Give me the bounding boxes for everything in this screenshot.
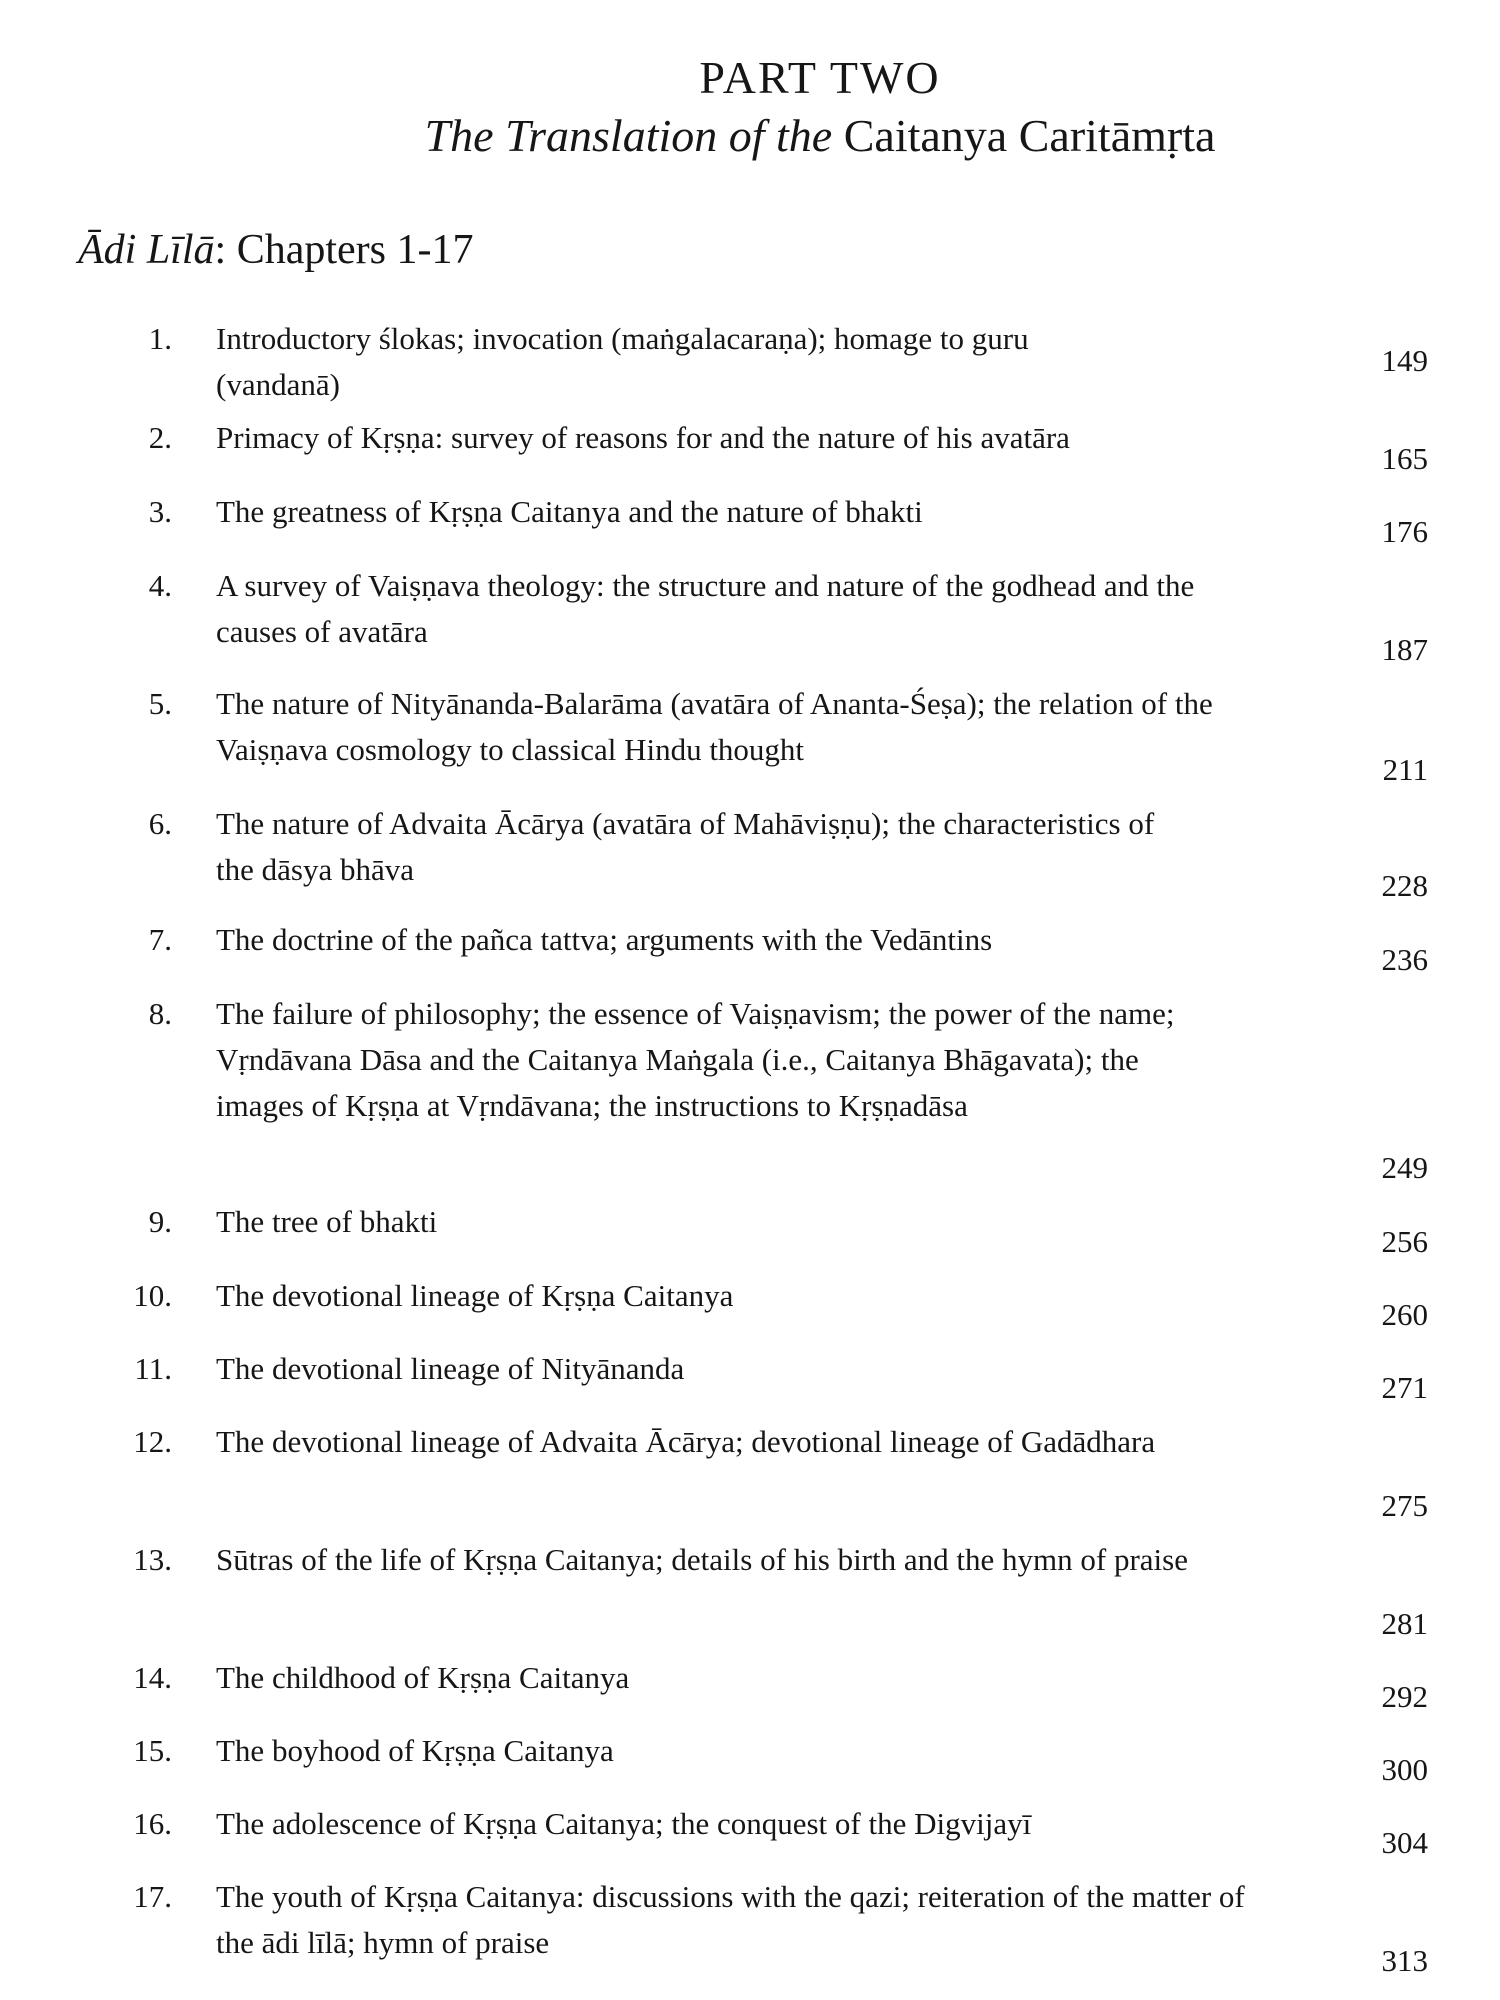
toc-entry-2 bbox=[0, 376, 1500, 476]
toc-entry-text: The adolescence of Kṛṣṇa Caitanya; the conquest of the Digvijayī bbox=[216, 1806, 1032, 1841]
toc-entry-8 bbox=[0, 953, 1500, 1185]
toc-entry-page: 176 bbox=[1381, 514, 1428, 549]
toc-entry-16 bbox=[0, 1763, 1500, 1860]
toc-entry-number: 5. bbox=[148, 686, 172, 721]
toc-entry-page: 149 bbox=[1381, 343, 1428, 378]
toc-entry-text: The doctrine of the pañca tattva; arguments with the Vedāntins bbox=[216, 922, 993, 957]
toc-entry-5 bbox=[0, 643, 1500, 787]
toc-entry-number: 2. bbox=[148, 420, 172, 455]
toc-entry-page: 256 bbox=[1381, 1224, 1428, 1259]
toc-entry-text: Primacy of Kṛṣṇa: survey of reasons for and the nature of his avatāra bbox=[216, 420, 1070, 455]
part-subtitle bbox=[70, 106, 1500, 166]
toc-entry-number: 14. bbox=[133, 1660, 172, 1695]
toc-entry-number: 13. bbox=[133, 1542, 172, 1577]
toc-entry-text: The childhood of Kṛṣṇa Caitanya bbox=[216, 1660, 630, 1695]
toc-entry-page: 292 bbox=[1381, 1679, 1428, 1714]
toc-entry-page: 304 bbox=[1381, 1825, 1428, 1860]
toc-entry-6 bbox=[0, 763, 1500, 903]
toc-entry-9 bbox=[0, 1161, 1500, 1259]
toc-entry-page: 313 bbox=[1381, 1943, 1428, 1978]
toc-entry-number: 10. bbox=[133, 1278, 172, 1313]
toc-entry-page: 260 bbox=[1381, 1297, 1428, 1332]
table-of-contents bbox=[0, 300, 1500, 1978]
toc-entry-number: 6. bbox=[148, 806, 172, 841]
toc-entry-number: 4. bbox=[148, 568, 172, 603]
part-title: PART TWO bbox=[699, 52, 941, 103]
toc-entry-page: 300 bbox=[1381, 1752, 1428, 1787]
toc-entry-page: 211 bbox=[1382, 752, 1428, 787]
toc-entry-10 bbox=[0, 1235, 1500, 1332]
toc-entry-page: 271 bbox=[1381, 1370, 1428, 1405]
toc-entry-text: The youth of Kṛṣṇa Caitanya: discussions with the qazi; reiteration of the matter of the ādi līlā; hymn of praise bbox=[216, 1879, 1245, 1960]
toc-entry-3 bbox=[0, 451, 1500, 549]
toc-entry-text: Sūtras of the life of Kṛṣṇa Caitanya; details of his birth and the hymn of praise bbox=[216, 1542, 1188, 1577]
toc-entry-12 bbox=[0, 1381, 1500, 1523]
toc-entry-page: 275 bbox=[1381, 1488, 1428, 1523]
toc-entry-text: The devotional lineage of Advaita Ācārya; devotional lineage of Gadādhara bbox=[216, 1424, 1156, 1459]
toc-entry-text: The nature of Advaita Ācārya (avatāra of Mahāviṣṇu); the characteristics of the dāsya bhāva bbox=[216, 806, 1155, 887]
toc-entry-17 bbox=[0, 1836, 1500, 1978]
toc-entry-number: 11. bbox=[134, 1351, 172, 1386]
toc-entry-13 bbox=[0, 1499, 1500, 1641]
toc-entry-1 bbox=[0, 300, 1500, 402]
toc-entry-number: 3. bbox=[148, 494, 172, 529]
toc-entry-number: 16. bbox=[133, 1806, 172, 1841]
toc-entry-14 bbox=[0, 1617, 1500, 1714]
toc-entry-text: The tree of bhakti bbox=[216, 1204, 438, 1239]
toc-entry-7 bbox=[0, 879, 1500, 977]
toc-entry-text: The devotional lineage of Kṛṣṇa Caitanya bbox=[216, 1278, 734, 1313]
toc-entry-number: 8. bbox=[148, 996, 172, 1031]
toc-entry-number: 7. bbox=[148, 922, 172, 957]
toc-entry-page: 165 bbox=[1381, 441, 1428, 476]
toc-entry-page: 228 bbox=[1381, 868, 1428, 903]
toc-entry-number: 9. bbox=[148, 1204, 172, 1239]
toc-entry-text: The greatness of Kṛṣṇa Caitanya and the nature of bhakti bbox=[216, 494, 923, 529]
subtitle-work: Caitanya Caritāmṛta bbox=[843, 110, 1216, 161]
section-heading-rest: : Chapters 1-17 bbox=[214, 227, 474, 273]
section-heading-italic: Ādi Līlā bbox=[78, 227, 215, 273]
toc-entry-11 bbox=[0, 1308, 1500, 1405]
toc-entry-page: 236 bbox=[1381, 942, 1428, 977]
toc-entry-page: 249 bbox=[1381, 1150, 1428, 1185]
toc-entry-text: Introductory ślokas; invocation (maṅgalacaraṇa); homage to guru (vandanā) bbox=[216, 321, 1029, 402]
toc-entry-text: The devotional lineage of Nityānanda bbox=[216, 1351, 685, 1386]
subtitle-prefix: The Translation of the bbox=[424, 110, 833, 161]
toc-entry-text: The nature of Nityānanda-Balarāma (avatāra of Ananta-Śeṣa); the relation of the Vaiṣṇava cosmology to classical Hindu thought bbox=[216, 686, 1213, 767]
toc-entry-page: 281 bbox=[1381, 1606, 1428, 1641]
toc-entry-number: 17. bbox=[133, 1879, 172, 1914]
toc-entry-text: The boyhood of Kṛṣṇa Caitanya bbox=[216, 1733, 614, 1768]
toc-entry-number: 12. bbox=[133, 1424, 172, 1459]
toc-entry-text: A survey of Vaiṣṇava theology: the structure and nature of the godhead and the causes of avatāra bbox=[216, 568, 1195, 649]
toc-entry-15 bbox=[0, 1690, 1500, 1787]
toc-entry-page: 187 bbox=[1381, 632, 1428, 667]
toc-entry-number: 15. bbox=[133, 1733, 172, 1768]
toc-entry-4 bbox=[0, 525, 1500, 667]
section-heading bbox=[78, 222, 473, 278]
toc-entry-text: The failure of philosophy; the essence of Vaiṣṇavism; the power of the name; Vṛndāvana Dāsa and the Caitanya Maṅgala (i.e., Caitanya Bhāgavata); the images of Kṛṣṇa at Vṛndāvana; the instructions to Kṛṣṇadāsa bbox=[216, 996, 1175, 1123]
toc-entry-number: 1. bbox=[148, 321, 172, 356]
